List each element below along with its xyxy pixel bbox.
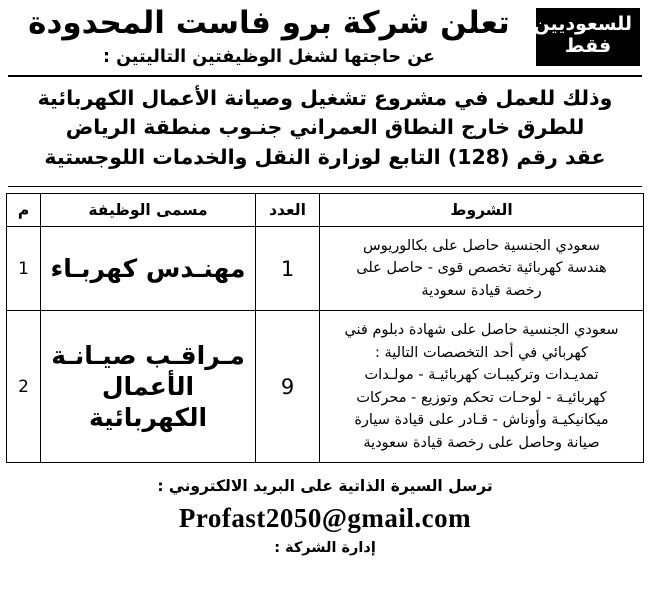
row-2-condition-line-4: كهربائيـة - لوحـات تحكم وتوزيع - محركات bbox=[356, 389, 607, 406]
row-2-title-line-2: الأعمال الكهربائية bbox=[88, 372, 208, 433]
divider-middle bbox=[8, 186, 642, 187]
project-description-line-3: عقد رقم (128) التابع لوزارة النقل والخدمات اللوجستية bbox=[44, 145, 606, 170]
ad-header bbox=[6, 4, 644, 68]
row-1-condition-line-2: هندسة كهربائية تخصص قوى - حاصل على bbox=[356, 260, 607, 277]
row-1-title: مهنـدس كهربـاء bbox=[41, 226, 256, 310]
badge-line-2: فقط bbox=[564, 34, 612, 57]
row-2-count: 9 bbox=[256, 311, 320, 463]
row-2-no: 2 bbox=[7, 311, 41, 463]
cv-instruction: ترسل السيرة الذاتية على البريد الالكتروني : bbox=[157, 477, 493, 496]
row-2-title-line-1: مـراقـب صيـانـة bbox=[51, 340, 245, 370]
saudis-only-badge bbox=[533, 8, 640, 66]
project-description bbox=[6, 77, 644, 179]
row-2-condition-line-1: سعودي الجنسية حاصل على شهادة دبلوم فني bbox=[344, 322, 619, 339]
row-1-count: 1 bbox=[256, 226, 320, 310]
project-description-line-2: للطرق خارج النطاق العمراني جنـوب منطقة الرياض bbox=[65, 115, 585, 140]
jobs-table bbox=[6, 193, 644, 463]
column-header-conditions: الشروط bbox=[320, 193, 644, 226]
ad-footer bbox=[6, 463, 644, 560]
row-2-title bbox=[41, 311, 256, 463]
row-2-conditions bbox=[320, 311, 644, 463]
table-header-row bbox=[7, 193, 644, 226]
row-1-condition-line-1: سعودي الجنسية حاصل على بكالوريوس bbox=[363, 237, 600, 254]
company-label: إدارة الشركة : bbox=[274, 540, 376, 557]
page-title: تعلن شركة برو فاست المحدودة bbox=[28, 5, 510, 41]
row-1-condition-line-3: رخصة قيادة سعودية bbox=[421, 282, 542, 299]
row-2-condition-line-6: صيانة وحاصل على رخصة قيادة سعودية bbox=[363, 434, 600, 451]
project-description-line-1: وذلك للعمل في مشروع تشغيل وصيانة الأعمال الكهربائية bbox=[37, 85, 613, 110]
table-row bbox=[7, 226, 644, 310]
column-header-no: م bbox=[7, 193, 41, 226]
subtitle: عن حاجتها لشغل الوظيفتين التاليتين : bbox=[103, 46, 435, 67]
column-header-title: مسمى الوظيفة bbox=[41, 193, 256, 226]
row-1-conditions bbox=[320, 226, 644, 310]
row-2-condition-line-5: ميكانيكيـة وأوناش - قـادر على قيادة سيارة bbox=[354, 412, 609, 429]
table-row bbox=[7, 311, 644, 463]
contact-email[interactable]: Profast2050@gmail.com bbox=[178, 503, 472, 534]
badge-line-1: للسعوديين bbox=[533, 13, 632, 35]
row-2-condition-line-2: كهربائي في أحد التخصصات التالية : bbox=[375, 344, 588, 361]
column-header-count: العدد bbox=[256, 193, 320, 226]
headline-block bbox=[10, 6, 528, 68]
row-2-condition-line-3: تمديـدات وتركيبـات كهربائيـة - مولـدات bbox=[364, 367, 599, 384]
row-1-no: 1 bbox=[7, 226, 41, 310]
